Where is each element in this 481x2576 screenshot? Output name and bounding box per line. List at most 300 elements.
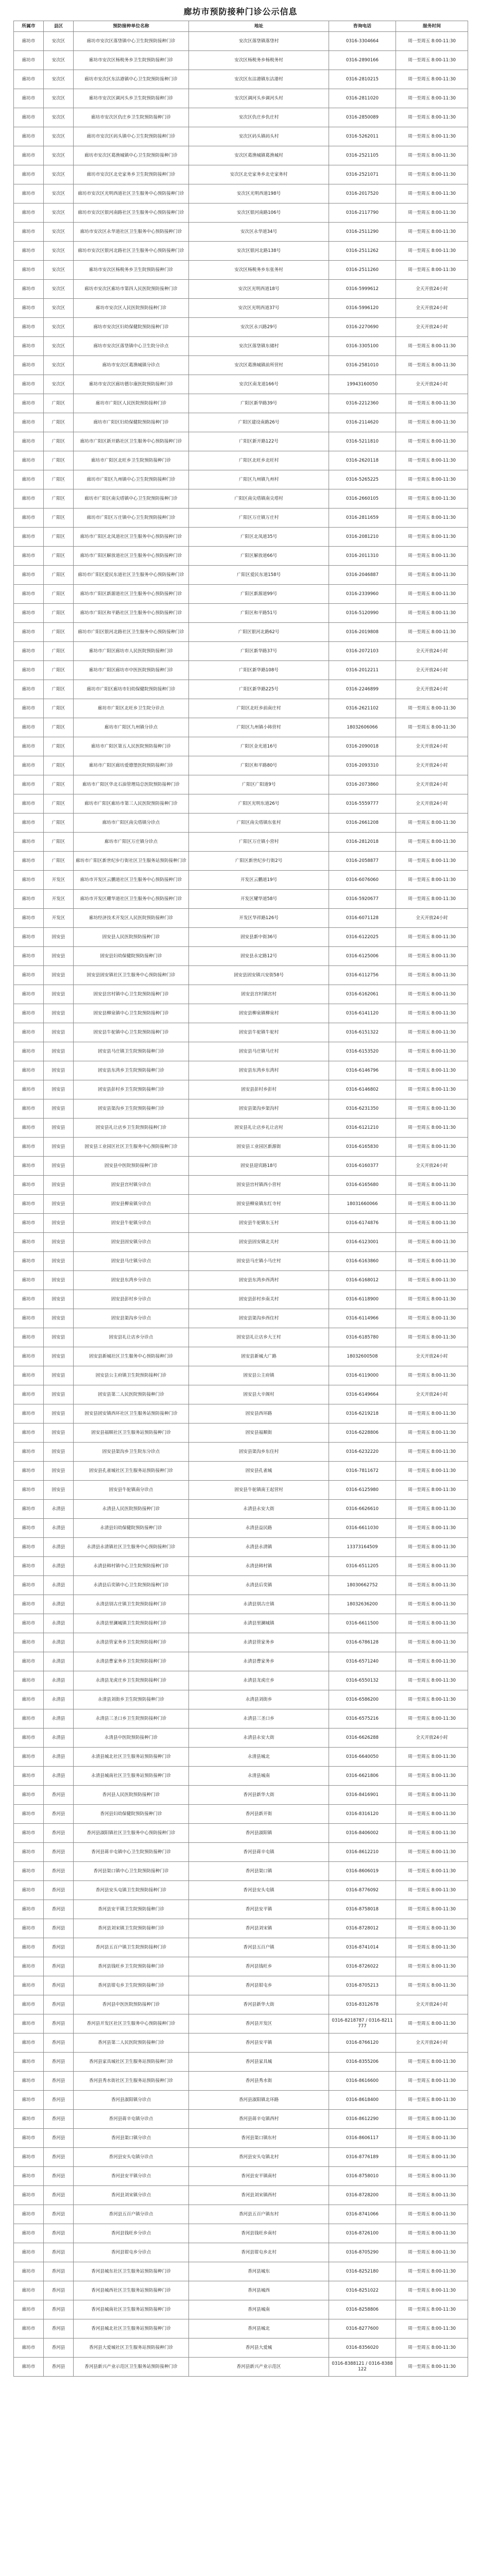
- cell-service-time: 周一至周五 8:00-11:30: [396, 1824, 468, 1843]
- cell-city: 廊坊市: [14, 794, 44, 814]
- cell-unit-name: 廊坊市开发区云鹏道社区卫生服务中心预防接种门诊: [74, 871, 189, 890]
- cell-service-time: 周一至周五 8:00-11:30: [396, 165, 468, 184]
- cell-county: 广阳区: [44, 680, 74, 699]
- cell-address: 安次区落垡镇东储村: [189, 337, 329, 356]
- cell-phone: 0316-8741066: [329, 2205, 396, 2224]
- cell-unit-name: 廊坊市安次区北史家务乡卫生院预防接种门诊: [74, 165, 189, 184]
- cell-unit-name: 廊坊市广阳区廊坊市第三人民医院预防接种门诊: [74, 794, 189, 814]
- cell-phone: 0316-8252180: [329, 2262, 396, 2281]
- cell-service-time: 周一至周五 8:00-11:30: [396, 1862, 468, 1881]
- cell-county: 香河县: [44, 2033, 74, 2053]
- cell-address: 广阳区广阳道9号: [189, 775, 329, 794]
- cell-city: 廊坊市: [14, 1595, 44, 1614]
- table-row: [14, 2243, 468, 2262]
- table-row: [14, 1900, 468, 1919]
- cell-city: 廊坊市: [14, 947, 44, 966]
- cell-unit-name: 固安县固安镇西环社区卫生服务站预防接种门诊: [74, 1404, 189, 1423]
- cell-service-time: 周一至周五 8:00-11:30: [396, 70, 468, 89]
- cell-phone: 0316-2011310: [329, 547, 396, 566]
- table-row: [14, 1214, 468, 1233]
- cell-county: 固安县: [44, 1423, 74, 1443]
- cell-service-time: 周一至周五 8:00-11:30: [396, 1195, 468, 1214]
- cell-city: 廊坊市: [14, 2358, 44, 2377]
- cell-city: 廊坊市: [14, 1366, 44, 1385]
- cell-unit-name: 廊坊市广阳区北凤道社区卫生服务中心预防接种门诊: [74, 528, 189, 547]
- cell-unit-name: 香河县城东社区卫生服务站预防接种门诊: [74, 2262, 189, 2281]
- cell-unit-name: 廊坊市安次区银河南路社区卫生服务中心预防接种门诊: [74, 204, 189, 223]
- cell-phone: 0316-8705290: [329, 2243, 396, 2262]
- cell-unit-name: 固安县孔雀城社区卫生服务站预防接种门诊: [74, 1462, 189, 1481]
- cell-county: 广阳区: [44, 528, 74, 547]
- cell-city: 廊坊市: [14, 432, 44, 451]
- cell-service-time: 周一至周五 8:00-11:30: [396, 2053, 468, 2072]
- cell-county: 广阳区: [44, 394, 74, 413]
- cell-address: 安次区永华道34号: [189, 223, 329, 242]
- cell-address: 固安县福顺街: [189, 1423, 329, 1443]
- cell-phone: 0316-6146796: [329, 1061, 396, 1080]
- cell-phone: 0316-6786128: [329, 1633, 396, 1652]
- cell-phone: 13373164509: [329, 1538, 396, 1557]
- cell-county: 香河县: [44, 2281, 74, 2300]
- cell-county: 广阳区: [44, 470, 74, 489]
- cell-county: 香河县: [44, 2205, 74, 2224]
- cell-unit-name: 固安县牛驼镇分诊点: [74, 1214, 189, 1233]
- table-row: [14, 470, 468, 489]
- cell-phone: 0316-6626288: [329, 1728, 396, 1748]
- cell-address: 香河县钳屯乡北村: [189, 2243, 329, 2262]
- cell-service-time: 周一至周五 8:00-11:30: [396, 947, 468, 966]
- cell-address: 固安县孔雀城: [189, 1462, 329, 1481]
- cell-phone: 0316-6112756: [329, 966, 396, 985]
- table-row: [14, 1080, 468, 1099]
- cell-service-time: 周一至周五 8:00-11:30: [396, 470, 468, 489]
- cell-service-time: 周一至周五 8:00-11:30: [396, 585, 468, 604]
- cell-unit-name: 固安县宫村镇中心卫生院预防接种门诊: [74, 985, 189, 1004]
- cell-address: 广阳区解放道66号: [189, 547, 329, 566]
- cell-county: 安次区: [44, 165, 74, 184]
- cell-service-time: 周一至周五 8:00-11:30: [396, 1328, 468, 1347]
- cell-phone: 0316-8728200: [329, 2186, 396, 2205]
- table-row: [14, 1157, 468, 1176]
- cell-county: 固安县: [44, 1366, 74, 1385]
- cell-service-time: 周一至周五 8:00-11:30: [396, 1919, 468, 1938]
- cell-address: 固安县宫村镇西小营村: [189, 1176, 329, 1195]
- table-row: [14, 2148, 468, 2167]
- cell-service-time: 周一至周五 8:00-11:30: [396, 2224, 468, 2243]
- cell-unit-name: 香河县家具城社区卫生服务站预防接种门诊: [74, 2053, 189, 2072]
- cell-phone: 18032600508: [329, 1347, 396, 1366]
- cell-address: 固安县新城大广路: [189, 1347, 329, 1366]
- cell-city: 廊坊市: [14, 1652, 44, 1671]
- cell-unit-name: 香河县城北社区卫生服务站预防接种门诊: [74, 2319, 189, 2338]
- cell-phone: 0316-8758018: [329, 1900, 396, 1919]
- cell-address: 香河县城西: [189, 2281, 329, 2300]
- cell-city: 廊坊市: [14, 1233, 44, 1252]
- cell-service-time: 周一至周五 8:00-11:30: [396, 1500, 468, 1519]
- cell-service-time: 全天开放24小时: [396, 909, 468, 928]
- table-row: [14, 2300, 468, 2319]
- cell-phone: 0316-6219218: [329, 1404, 396, 1423]
- cell-service-time: 周一至周五 8:00-11:30: [396, 413, 468, 432]
- cell-city: 廊坊市: [14, 1500, 44, 1519]
- cell-county: 香河县: [44, 1805, 74, 1824]
- cell-unit-name: 固安县人民医院预防接种门诊: [74, 928, 189, 947]
- table-row: [14, 1824, 468, 1843]
- cell-phone: 0316-6119000: [329, 1366, 396, 1385]
- table-row: [14, 2167, 468, 2186]
- cell-phone: 0316-8618400: [329, 2091, 396, 2110]
- cell-county: 广阳区: [44, 623, 74, 642]
- cell-service-time: 全天开放24小时: [396, 1385, 468, 1404]
- cell-unit-name: 香河县大爱城社区卫生服务站预防接种门诊: [74, 2338, 189, 2358]
- cell-phone: 0316-8616600: [329, 2072, 396, 2091]
- cell-county: 固安县: [44, 1347, 74, 1366]
- table-row: [14, 1633, 468, 1652]
- cell-unit-name: 廊坊市广阳区妇幼保健院预防接种门诊: [74, 413, 189, 432]
- cell-phone: 0316-8312678: [329, 1995, 396, 2014]
- table-row: [14, 718, 468, 737]
- table-row: [14, 756, 468, 775]
- cell-address: 永清县永安大街: [189, 1728, 329, 1748]
- cell-service-time: 周一至周五 8:00-11:30: [396, 1233, 468, 1252]
- cell-phone: 0316-2093310: [329, 756, 396, 775]
- table-row: [14, 356, 468, 375]
- cell-service-time: 周一至周五 8:00-11:30: [396, 451, 468, 470]
- cell-county: 固安县: [44, 1157, 74, 1176]
- table-row: [14, 32, 468, 51]
- cell-phone: 0316-2812018: [329, 833, 396, 852]
- cell-service-time: 周一至周五 8:00-11:30: [396, 604, 468, 623]
- cell-address: 香河县渠口镇东村: [189, 2129, 329, 2148]
- cell-city: 廊坊市: [14, 566, 44, 585]
- cell-county: 香河县: [44, 1900, 74, 1919]
- cell-city: 廊坊市: [14, 1214, 44, 1233]
- table-row: [14, 1176, 468, 1195]
- cell-unit-name: 廊坊市广阳区万庄镇分诊点: [74, 833, 189, 852]
- cell-unit-name: 固安县中医院预防接种门诊: [74, 1157, 189, 1176]
- cell-city: 廊坊市: [14, 2072, 44, 2091]
- cell-county: 广阳区: [44, 566, 74, 585]
- table-row: [14, 2186, 468, 2205]
- table-row: [14, 1290, 468, 1309]
- cell-unit-name: 廊坊市安次区葛渔城镇分诊点: [74, 356, 189, 375]
- table-row: [14, 165, 468, 184]
- cell-address: 固安县迎宾路18号: [189, 1157, 329, 1176]
- cell-county: 香河县: [44, 2167, 74, 2186]
- cell-county: 安次区: [44, 261, 74, 280]
- cell-city: 廊坊市: [14, 1004, 44, 1023]
- cell-address: 安次区仇庄乡仇庄村: [189, 108, 329, 127]
- table-row: [14, 1728, 468, 1748]
- cell-phone: 0316-8776092: [329, 1881, 396, 1900]
- cell-phone: 0316-6174876: [329, 1214, 396, 1233]
- cell-phone: 0316-2521071: [329, 165, 396, 184]
- header-county: 县区: [44, 21, 74, 32]
- cell-city: 廊坊市: [14, 1061, 44, 1080]
- cell-service-time: 周一至周五 8:00-11:30: [396, 509, 468, 528]
- cell-address: 广阳区银河北路62号: [189, 623, 329, 642]
- cell-service-time: 周一至周五 8:00-11:30: [396, 1748, 468, 1767]
- cell-city: 廊坊市: [14, 89, 44, 108]
- cell-phone: 0316-8606019: [329, 1862, 396, 1881]
- cell-phone: 0316-5559777: [329, 794, 396, 814]
- cell-service-time: 周一至周五 8:00-11:30: [396, 1176, 468, 1195]
- cell-address: 广阳区爱民东道158号: [189, 566, 329, 585]
- cell-address: 广阳区南尖塔镇东张村: [189, 814, 329, 833]
- table-row: [14, 2033, 468, 2053]
- cell-service-time: 全天开放24小时: [396, 775, 468, 794]
- cell-service-time: 周一至周五 8:00-11:30: [396, 2300, 468, 2319]
- cell-county: 固安县: [44, 1404, 74, 1423]
- cell-city: 廊坊市: [14, 1404, 44, 1423]
- cell-city: 廊坊市: [14, 470, 44, 489]
- cell-unit-name: 固安县礼让店乡卫生院预防接种门诊: [74, 1118, 189, 1138]
- cell-unit-name: 固安县宫村镇分诊点: [74, 1176, 189, 1195]
- table-row: [14, 432, 468, 451]
- table-row: [14, 1252, 468, 1271]
- table-row: [14, 909, 468, 928]
- cell-service-time: 周一至周五 8:00-11:30: [396, 1481, 468, 1500]
- cell-city: 廊坊市: [14, 680, 44, 699]
- cell-unit-name: 香河县渠口镇中心卫生院预防接种门诊: [74, 1862, 189, 1881]
- cell-county: 固安县: [44, 1309, 74, 1328]
- cell-phone: 0316-2081210: [329, 528, 396, 547]
- header-service-time: 服务时间: [396, 21, 468, 32]
- cell-city: 廊坊市: [14, 1690, 44, 1709]
- cell-unit-name: 廊坊市广阳区廊坊市妇幼保健院预防接种门诊: [74, 680, 189, 699]
- cell-service-time: 周一至周五 8:00-11:30: [396, 1118, 468, 1138]
- clinic-table: [13, 21, 468, 2377]
- page-title: 廊坊市预防接种门诊公示信息: [183, 7, 298, 16]
- cell-city: 廊坊市: [14, 1252, 44, 1271]
- cell-service-time: 全天开放24小时: [396, 756, 468, 775]
- cell-address: 广阳区新华路39号: [189, 394, 329, 413]
- table-row: [14, 947, 468, 966]
- cell-address: 开发区云鹏道19号: [189, 871, 329, 890]
- cell-city: 廊坊市: [14, 356, 44, 375]
- cell-county: 广阳区: [44, 756, 74, 775]
- cell-unit-name: 廊坊市安次区落垡镇中心卫生院预防接种门诊: [74, 32, 189, 51]
- cell-unit-name: 香河县城南社区卫生服务站预防接种门诊: [74, 2300, 189, 2319]
- cell-city: 廊坊市: [14, 2319, 44, 2338]
- cell-address: 固安县新中街36号: [189, 928, 329, 947]
- cell-service-time: 全天开放24小时: [396, 280, 468, 299]
- table-row: [14, 1023, 468, 1042]
- cell-county: 香河县: [44, 2091, 74, 2110]
- cell-county: 安次区: [44, 89, 74, 108]
- cell-unit-name: 固安县马庄镇分诊点: [74, 1252, 189, 1271]
- cell-city: 廊坊市: [14, 451, 44, 470]
- cell-county: 香河县: [44, 1957, 74, 1976]
- cell-county: 安次区: [44, 356, 74, 375]
- table-row: [14, 261, 468, 280]
- cell-service-time: 周一至周五 8:00-11:30: [396, 1271, 468, 1290]
- cell-unit-name: 香河县钳屯乡分诊点: [74, 2243, 189, 2262]
- cell-service-time: 全天开放24小时: [396, 1157, 468, 1176]
- cell-address: 固安县渠沟乡西住村: [189, 1309, 329, 1328]
- cell-unit-name: 廊坊市广阳区第五人民医院预防接种门诊: [74, 737, 189, 756]
- cell-unit-name: 固安县第二人民医院预防接种门诊: [74, 1385, 189, 1404]
- cell-unit-name: 廊坊经济技术开发区人民医院预防接种门诊: [74, 909, 189, 928]
- table-row: [14, 89, 468, 108]
- cell-city: 廊坊市: [14, 1080, 44, 1099]
- cell-city: 廊坊市: [14, 318, 44, 337]
- cell-service-time: 周一至周五 8:00-11:30: [396, 1957, 468, 1976]
- cell-county: 固安县: [44, 928, 74, 947]
- cell-address: 永清县永清镇: [189, 1538, 329, 1557]
- cell-address: 安次区银河北路138号: [189, 242, 329, 261]
- cell-service-time: 周一至周五 8:00-11:30: [396, 1652, 468, 1671]
- table-row: [14, 375, 468, 394]
- cell-unit-name: 固安县东湾乡卫生院预防接种门诊: [74, 1061, 189, 1080]
- cell-city: 廊坊市: [14, 375, 44, 394]
- table-row: [14, 2091, 468, 2110]
- cell-county: 永清县: [44, 1557, 74, 1576]
- cell-service-time: 周一至周五 8:00-11:30: [396, 814, 468, 833]
- cell-address: 永清县益民路: [189, 1519, 329, 1538]
- cell-service-time: 周一至周五 8:00-11:30: [396, 108, 468, 127]
- cell-unit-name: 香河县第二人民医院预防接种门诊: [74, 2033, 189, 2053]
- cell-phone: 0316-5262011: [329, 127, 396, 146]
- cell-address: 永清县永安大街: [189, 1500, 329, 1519]
- cell-address: 广阳区九州镇小韩营村: [189, 718, 329, 737]
- cell-city: 廊坊市: [14, 1157, 44, 1176]
- cell-county: 广阳区: [44, 775, 74, 794]
- cell-city: 廊坊市: [14, 2243, 44, 2262]
- table-row: [14, 1557, 468, 1576]
- cell-county: 永清县: [44, 1595, 74, 1614]
- cell-county: 广阳区: [44, 432, 74, 451]
- cell-address: 广阳区新华路37号: [189, 642, 329, 661]
- cell-county: 固安县: [44, 1443, 74, 1462]
- cell-county: 安次区: [44, 318, 74, 337]
- cell-county: 安次区: [44, 280, 74, 299]
- cell-unit-name: 永清县城北社区卫生服务站预防接种门诊: [74, 1748, 189, 1767]
- cell-address: 香河县城东: [189, 2262, 329, 2281]
- cell-unit-name: 永清县龙虎庄乡卫生院预防接种门诊: [74, 1671, 189, 1690]
- cell-service-time: 周一至周五 8:00-11:30: [396, 699, 468, 718]
- cell-city: 廊坊市: [14, 165, 44, 184]
- cell-unit-name: 固安县柳泉镇分诊点: [74, 1195, 189, 1214]
- cell-county: 安次区: [44, 204, 74, 223]
- cell-address: 香河县钱旺乡南村: [189, 2224, 329, 2243]
- cell-address: 固安县永定路12号: [189, 947, 329, 966]
- cell-service-time: 周一至周五 8:00-11:30: [396, 261, 468, 280]
- cell-service-time: 全天开放24小时: [396, 642, 468, 661]
- cell-phone: 0316-8251022: [329, 2281, 396, 2300]
- cell-unit-name: 永清县城南社区卫生服务站预防接种门诊: [74, 1767, 189, 1786]
- cell-address: 香河县淑阳镇: [189, 1824, 329, 1843]
- table-row: [14, 2338, 468, 2358]
- cell-address: 永清县刘街乡: [189, 1690, 329, 1709]
- cell-county: 开发区: [44, 890, 74, 909]
- table-row: [14, 794, 468, 814]
- cell-unit-name: 固安县彭村乡卫生院预防接种门诊: [74, 1080, 189, 1099]
- cell-service-time: 全天开放24小时: [396, 680, 468, 699]
- cell-phone: 0316-8728012: [329, 1919, 396, 1938]
- cell-address: 香河县刘宋镇西村: [189, 2186, 329, 2205]
- cell-county: 香河县: [44, 2129, 74, 2148]
- cell-address: 广阳区新源道99号: [189, 585, 329, 604]
- cell-service-time: 周一至周五 8:00-11:30: [396, 2205, 468, 2224]
- cell-city: 廊坊市: [14, 1462, 44, 1481]
- cell-service-time: 周一至周五 8:00-11:30: [396, 337, 468, 356]
- cell-service-time: 周一至周五 8:00-11:30: [396, 1881, 468, 1900]
- cell-county: 固安县: [44, 1481, 74, 1500]
- cell-phone: 18031660066: [329, 1195, 396, 1214]
- cell-city: 廊坊市: [14, 2224, 44, 2243]
- cell-city: 廊坊市: [14, 1786, 44, 1805]
- cell-county: 固安县: [44, 1214, 74, 1233]
- cell-address: 香河县钳屯乡: [189, 1976, 329, 1995]
- cell-unit-name: 香河县淑阳镇分诊点: [74, 2091, 189, 2110]
- cell-service-time: 全天开放24小时: [396, 661, 468, 680]
- cell-phone: 19943160050: [329, 375, 396, 394]
- cell-address: 固安县大辛阁村: [189, 1385, 329, 1404]
- cell-city: 廊坊市: [14, 489, 44, 509]
- cell-city: 廊坊市: [14, 833, 44, 852]
- cell-phone: 0316-2117790: [329, 204, 396, 223]
- cell-county: 安次区: [44, 127, 74, 146]
- cell-service-time: 周一至周五 8:00-11:30: [396, 242, 468, 261]
- cell-phone: 0316-5996120: [329, 299, 396, 318]
- cell-county: 广阳区: [44, 661, 74, 680]
- cell-service-time: 周一至周五 8:00-11:30: [396, 547, 468, 566]
- cell-unit-name: 香河县城西社区卫生服务站预防接种门诊: [74, 2281, 189, 2300]
- table-row: [14, 566, 468, 585]
- cell-county: 香河县: [44, 1824, 74, 1843]
- cell-county: 固安县: [44, 1195, 74, 1214]
- cell-county: 永清县: [44, 1690, 74, 1709]
- cell-service-time: 周一至周五 8:00-11:30: [396, 1214, 468, 1233]
- cell-service-time: 周一至周五 8:00-11:30: [396, 1709, 468, 1728]
- cell-unit-name: 香河县安头屯镇分诊点: [74, 2148, 189, 2167]
- cell-service-time: 周一至周五 8:00-11:30: [396, 1538, 468, 1557]
- table-row: [14, 814, 468, 833]
- cell-phone: 0316-2046887: [329, 566, 396, 585]
- cell-phone: 0316-2511260: [329, 261, 396, 280]
- cell-service-time: 全天开放24小时: [396, 1728, 468, 1748]
- cell-unit-name: 廊坊市广阳区九州镇中心卫生院预防接种门诊: [74, 470, 189, 489]
- cell-county: 永清县: [44, 1538, 74, 1557]
- cell-unit-name: 香河县开发区社区卫生服务中心预防接种门诊: [74, 2014, 189, 2033]
- cell-address: 开发区华祥路126号: [189, 909, 329, 928]
- cell-address: 安次区北史家务乡北史家务村: [189, 165, 329, 184]
- cell-service-time: 周一至周五 8:00-11:30: [396, 1023, 468, 1042]
- cell-city: 廊坊市: [14, 985, 44, 1004]
- cell-service-time: 周一至周五 8:00-11:30: [396, 51, 468, 70]
- cell-unit-name: 廊坊市安次区东沽港镇中心卫生院预防接种门诊: [74, 70, 189, 89]
- cell-unit-name: 香河县秀水街社区卫生服务站预防接种门诊: [74, 2072, 189, 2091]
- cell-phone: 0316-8612210: [329, 1843, 396, 1862]
- cell-service-time: 周一至周五 8:00-11:30: [396, 356, 468, 375]
- cell-address: 固安县宫村镇宫村: [189, 985, 329, 1004]
- cell-phone: 0316-3305100: [329, 337, 396, 356]
- cell-phone: 0316-8388121 / 0316-8388122: [329, 2358, 396, 2377]
- cell-service-time: 周一至周五 8:00-11:30: [396, 1290, 468, 1309]
- cell-city: 廊坊市: [14, 528, 44, 547]
- cell-county: 广阳区: [44, 451, 74, 470]
- cell-address: 安次区永兴路29号: [189, 318, 329, 337]
- cell-phone: 0316-6586200: [329, 1690, 396, 1709]
- cell-city: 廊坊市: [14, 108, 44, 127]
- table-row: [14, 1976, 468, 1995]
- cell-unit-name: 固安县固安镇分诊点: [74, 1233, 189, 1252]
- cell-phone: 0316-2810215: [329, 70, 396, 89]
- cell-city: 廊坊市: [14, 1385, 44, 1404]
- cell-unit-name: 廊坊市安次区落垡镇中心卫生院分诊点: [74, 337, 189, 356]
- cell-county: 永清县: [44, 1728, 74, 1748]
